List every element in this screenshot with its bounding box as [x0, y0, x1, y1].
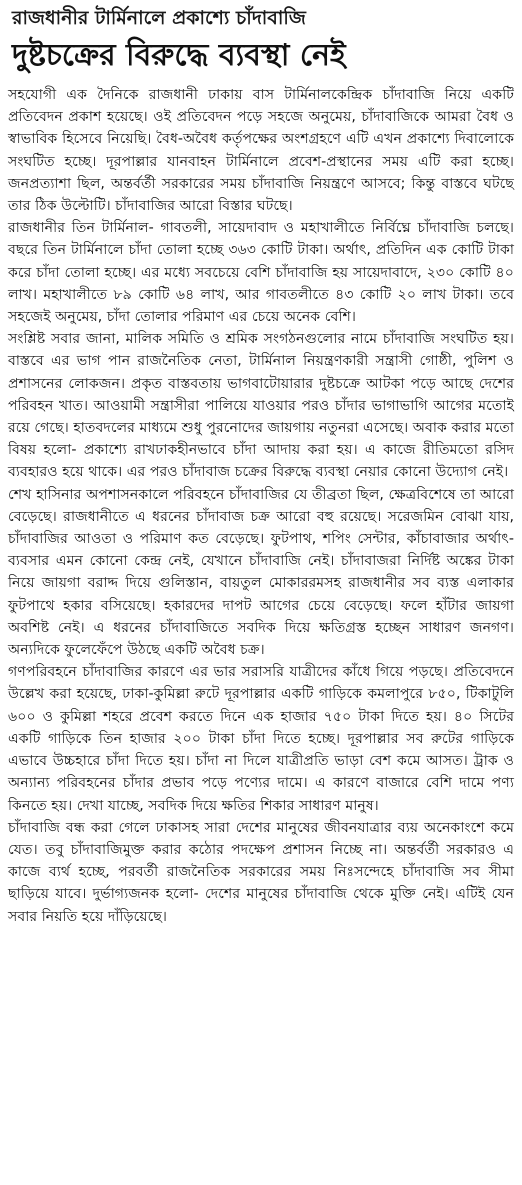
- article: [6, 6, 516, 1181]
- paragraph: চাঁদাবাজি বন্ধ করা গেলে ঢাকাসহ সারা দেশের মানুষের জীবনযাত্রার ব্যয় অনেকাংশে কমে যেত। তবু চাঁদাবাজিমুক্ত করার কঠোর পদক্ষেপ প্রশাসন নিচ্ছে না। অন্তর্বর্তী সরকারও এ কাজে ব্যর্থ হচ্ছে, পরবর্তী রাজনৈতিক সরকারের সময় নিঃসন্দেহে চাঁদাবাজি সব সীমা ছাড়িয়ে যাবে। দুর্ভাগ্যজনক হলো- দেশের মানুষের চাঁদাবাজি থেকে মুক্তি নেই। এটিই যেন সবার নিয়তি হয়ে দাঁড়িয়েছে।: [8, 819, 514, 925]
- paragraph: সহযোগী এক দৈনিকে রাজধানী ঢাকায় বাস টার্মিনালকেন্দ্রিক চাঁদাবাজি নিয়ে একটি প্রতিবেদন প্রকাশ হয়েছে। ওই প্রতিবেদন পড়ে সহজে অনুমেয়, চাঁদাবাজিকে আমরা বৈধ ও স্বাভাবিক হিসেবে নিয়েছি। বৈধ-অবৈধ কর্তৃপক্ষের অংশগ্রহণে এটি এখন প্রকাশ্যে দিবালোকে সংঘটিত হচ্ছে। দূরপাল্লার যানবাহন টার্মিনালে প্রবেশ-প্রস্থানের সময় এটি করা হচ্ছে। জনপ্রত্যাশা ছিল, অন্তর্বর্তী সরকারের সময় চাঁদাবাজি নিয়ন্ত্রণে আসবে; কিন্তু বাস্তবে ঘটছে তার ঠিক উল্টোটি। চাঁদাবাজির আরো বিস্তার ঘটছে।: [8, 87, 514, 215]
- article-kicker: রাজধানীর টার্মিনালে প্রকাশ্যে চাঁদাবাজি: [12, 7, 306, 29]
- paragraph: শেখ হাসিনার অপশাসনকালে পরিবহনে চাঁদাবাজির যে তীব্রতা ছিল, ক্ষেত্রবিশেষে তা আরো বেড়েছে। রাজধানীতে এ ধরনের চাঁদাবাজ চক্র আরো বহু রয়েছে। সরেজমিন বোঝা যায়, চাঁদাবাজির আওতা ও পরিমাণ কত বেড়েছে। ফুটপাথ, শপিং সেন্টার, কাঁচাবাজার অর্থাৎ- ব্যবসার এমন কোনো কেন্দ্র নেই, যেখানে চাঁদাবাজি নেই। চাঁদাবাজরা নির্দিষ্ট অঙ্কের টাকা নিয়ে জায়গা বরাদ্দ দিয়ে গুলিস্তান, বায়তুল মোকাররমসহ রাজধানীর সব ব্যস্ত এলাকার ফুটপাথে হকার বসিয়েছে। হকারদের দাপট আগের চেয়ে বেড়েছে। ফলে হাঁটার জায়গা অবশিষ্ট নেই। এ ধরনের চাঁদাবাজিতে সবদিক দিয়ে ক্ষতিগ্রস্ত হচ্ছেন সাধারণ জনগণ। অন্যদিকে ফুলেফেঁপে উঠছে একটি অবৈধ চক্র।: [8, 486, 514, 659]
- paragraph: গণপরিবহনে চাঁদাবাজির কারণে এর ভার সরাসরি যাত্রীদের কাঁধে গিয়ে পড়ছে। প্রতিবেদনে উল্লেখ করা হয়েছে, ঢাকা-কুমিল্লা রুটে দূরপাল্লার একটি গাড়িকে কমলাপুরে ৮৫০, টিকাটুলি ৬০০ ও কুমিল্লা শহরে প্রবেশ করতে দিনে এক হাজার ৭৫০ টাকা দিতে হয়। ৪০ সিটের একটি গাড়িকে তিন হাজার ২০০ টাকা চাঁদা দিতে হচ্ছে। দূরপাল্লার সব রুটের গাড়িকে এভাবে উচ্চহারে চাঁদা দিতে হয়। চাঁদা না দিলে যাত্রীপ্রতি ভাড়া বেশ কমে আসত। ট্রাক ও অন্যান্য পরিবহনের চাঁদার প্রভাব পড়ে পণ্যের দামে। এ কারণে বাজারে বেশি দামে পণ্য কিনতে হয়। দেখা যাচ্ছে, সবদিক দিয়ে ক্ষতির শিকার সাধারণ মানুষ।: [8, 664, 514, 814]
- article-headline: দুষ্টচক্রের বিরুদ্ধে ব্যবস্থা নেই: [12, 38, 346, 73]
- article-body: [6, 84, 516, 928]
- paragraph: রাজধানীর তিন টার্মিনাল- গাবতলী, সায়েদাবাদ ও মহাখালীতে নির্বিঘ্নে চাঁদাবাজি চলছে। বছরে তিন টার্মিনালে চাঁদা তোলা হচ্ছে ৩৬৩ কোটি টাকা। অর্থাৎ, প্রতিদিন এক কোটি টাকা করে চাঁদা তোলা হচ্ছে। এর মধ্যে সবচেয়ে বেশি চাঁদাবাজি হয় সায়েদাবাদে, ২৩০ কোটি ৪০ লাখ। মহাখালীতে ৮৯ কোটি ৬৪ লাখ, আর গাবতলীতে ৪৩ কোটি ২০ লাখ টাকা। তবে সহজেই অনুমেয়, চাঁদা তোলার পরিমাণ এর চেয়ে অনেক বেশি।: [8, 220, 514, 326]
- paragraph: সংশ্লিষ্ট সবার জানা, মালিক সমিতি ও শ্রমিক সংগঠনগুলোর নামে চাঁদাবাজি সংঘটিত হয়। বাস্তবে এর ভাগ পান রাজনৈতিক নেতা, টার্মিনাল নিয়ন্ত্রণকারী সন্ত্রাসী গোষ্ঠী, পুলিশ ও প্রশাসনের লোকজন। প্রকৃত বাস্তবতায় ভাগবাটোয়ারার দুষ্টচক্রে আটকা পড়ে আছে দেশের পরিবহন খাত। আওয়ামী সন্ত্রাসীরা পালিয়ে যাওয়ার পরও চাঁদার ভাগাভাগি আগের মতোই রয়ে গেছে। হাতবদলের মাধ্যমে শুধু পুরনোদের জায়গায় নতুনরা এসেছে। অবাক করার মতো বিষয় হলো- প্রকাশ্যে রাখঢাকহীনভাবে চাঁদা আদায় করা হয়। এ কাজে রীতিমতো রসিদ ব্যবহারও হয়ে থাকে। এর পরও চাঁদাবাজ চক্রের বিরুদ্ধে ব্যবস্থা নেয়ার কোনো উদ্যোগ নেই।: [8, 331, 514, 481]
